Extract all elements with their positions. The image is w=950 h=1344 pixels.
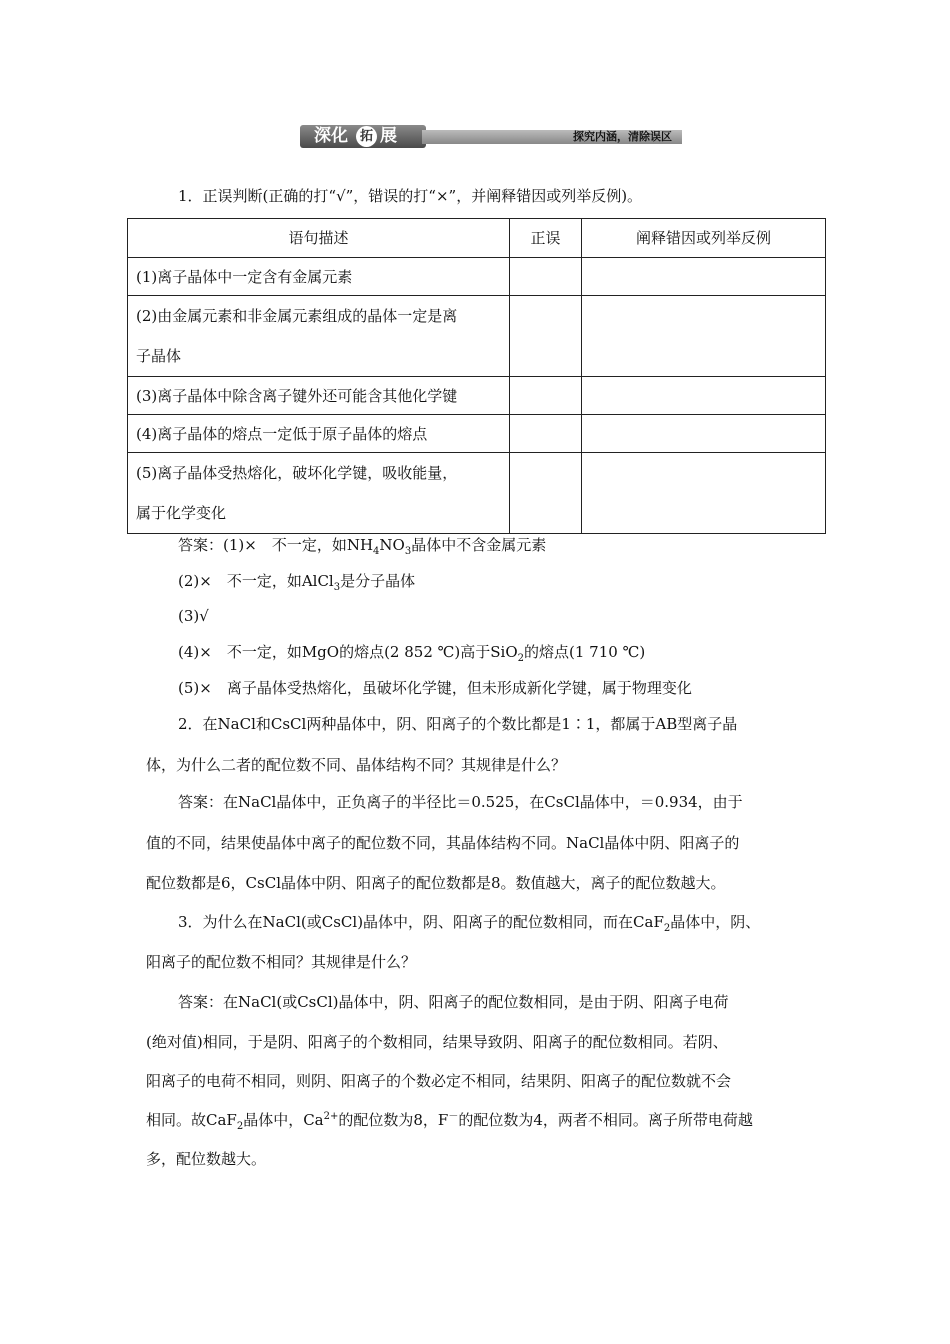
judgment-table <box>127 218 826 534</box>
q3-answer-line-3: 阳离子的电荷不相同，则阴、阳离子的个数必定不相同，结果阴、阳离子的配位数就不会 <box>146 1072 732 1090</box>
q1-answer-1: 答案：(1)× 不一定，如$NH_4NO_3$晶体中不含金属元素 <box>178 536 547 557</box>
row-correctness-cell <box>510 296 582 377</box>
table-row <box>128 377 826 415</box>
q2-line-2: 体，为什么二者的配位数不同、晶体结构不同？其规律是什么？ <box>146 756 567 774</box>
q1-answer-2: (2)× 不一定，如AlCl$_3$是分子晶体 <box>178 572 416 593</box>
row-correctness-cell <box>510 258 582 296</box>
banner-title-block <box>300 125 426 148</box>
row-description-line1: (2)由金属元素和非金属元素组成的晶体一定是离 <box>136 307 458 325</box>
banner-word-2: 展 <box>380 126 397 146</box>
row-description-line2: 子晶体 <box>136 347 182 365</box>
row-explanation-cell <box>582 453 826 534</box>
row-explanation-cell <box>582 415 826 453</box>
row-correctness-cell <box>510 415 582 453</box>
q1-answer-4: (4)× 不一定，如MgO的熔点(2 852 ℃)高于SiO$_2$的熔点(1 710 ℃) <box>178 643 646 664</box>
q3-answer-line-4: 相同。故CaF$_2$晶体中，$Ca^{2+}$的配位数为8，F－的配位数为4，两者不相同。离子所带电荷越 <box>146 1111 753 1132</box>
q3-line-1: 3．为什么在NaCl(或CsCl)晶体中，阴、阳离子的配位数相同，而在CaF$_2$晶体中，阴、 <box>178 913 761 934</box>
table-row <box>128 415 826 453</box>
table-row <box>128 258 826 296</box>
table-header-row <box>128 219 826 258</box>
table-row <box>128 453 826 534</box>
q1-prompt: 1．正误判断(正确的打“√”，错误的打“×”，并阐释错因或列举反例)。 <box>178 187 643 205</box>
section-banner <box>300 125 682 148</box>
q3-answer-line-1: 答案：在NaCl(或CsCl)晶体中，阴、阳离子的配位数相同，是由于阴、阳离子电荷 <box>178 993 729 1011</box>
banner-circle-char: 拓 <box>356 126 377 147</box>
row-description: (3)离子晶体中除含离子键外还可能含其他化学键 <box>128 377 510 415</box>
row-explanation-cell <box>582 258 826 296</box>
table-row <box>128 296 826 377</box>
header-explanation: 阐释错因或列举反例 <box>582 219 826 258</box>
banner-word-1: 深化 <box>314 126 348 146</box>
banner-subtitle: 探究内涵，清除误区 <box>573 130 672 143</box>
q2-answer-line-2: 值的不同，结果使晶体中离子的配位数不同，其晶体结构不同。NaCl晶体中阴、阳离子的 <box>146 834 740 852</box>
row-description-line1: (5)离子晶体受热熔化，破坏化学键，吸收能量， <box>136 464 458 482</box>
row-description <box>128 453 510 534</box>
q1-answer-5: (5)× 离子晶体受热熔化，虽破坏化学键，但未形成新化学键，属于物理变化 <box>178 679 692 697</box>
banner-bar <box>422 130 682 144</box>
header-description: 语句描述 <box>128 219 510 258</box>
q3-answer-line-5: 多，配位数越大。 <box>146 1150 267 1168</box>
row-description <box>128 296 510 377</box>
q2-answer-line-3: 配位数都是6，CsCl晶体中阴、阳离子的配位数都是8。数值越大，离子的配位数越大。 <box>146 874 726 892</box>
row-explanation-cell <box>582 377 826 415</box>
row-description: (1)离子晶体中一定含有金属元素 <box>128 258 510 296</box>
row-correctness-cell <box>510 453 582 534</box>
row-correctness-cell <box>510 377 582 415</box>
q1-answer-3: (3)√ <box>178 607 209 625</box>
row-description-line2: 属于化学变化 <box>136 504 227 522</box>
q3-line-2: 阳离子的配位数不相同？其规律是什么？ <box>146 953 417 971</box>
q2-line-1: 2．在NaCl和CsCl两种晶体中，阴、阳离子的个数比都是1∶1，都属于AB型离子晶 <box>178 715 738 733</box>
header-correctness: 正误 <box>510 219 582 258</box>
row-description: (4)离子晶体的熔点一定低于原子晶体的熔点 <box>128 415 510 453</box>
q2-answer-line-1: 答案：在NaCl晶体中，正负离子的半径比＝0.525，在CsCl晶体中，＝0.934，由于 <box>178 793 743 811</box>
q3-answer-line-2: (绝对值)相同，于是阴、阳离子的个数相同，结果导致阴、阳离子的配位数相同。若阴、 <box>146 1033 728 1051</box>
row-explanation-cell <box>582 296 826 377</box>
